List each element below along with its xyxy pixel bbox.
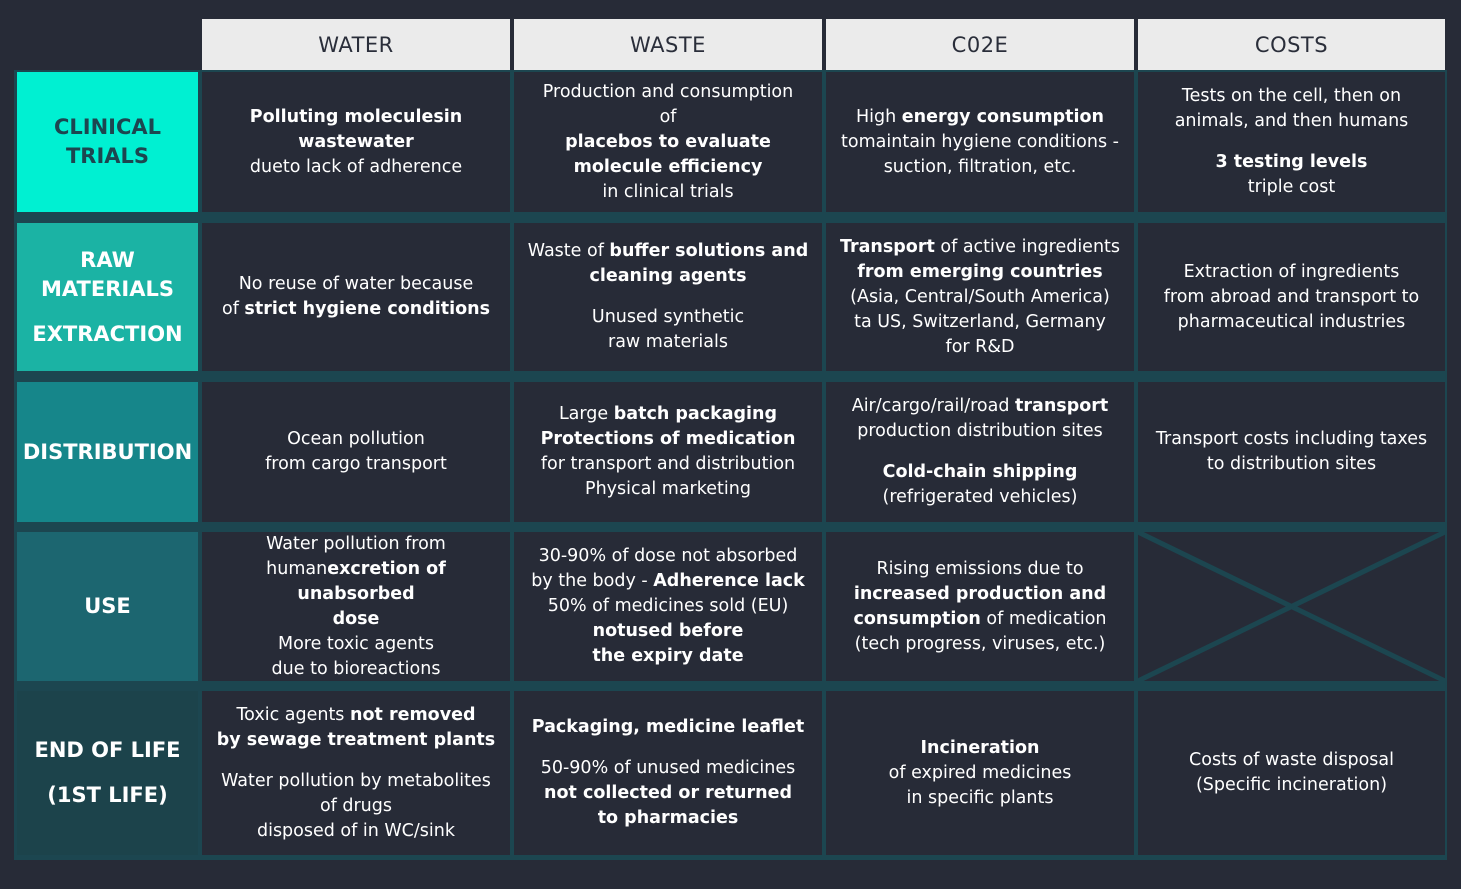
cell-costs [1138, 691, 1445, 855]
cell-water [202, 532, 510, 681]
cell-waste [514, 691, 822, 855]
text: of [221, 299, 245, 319]
bold-text: not collected or returned [544, 783, 792, 803]
bold-text: increased production and [853, 583, 1107, 604]
row-label-line: CLINICAL [53, 115, 162, 139]
row-label [17, 691, 198, 855]
text: due to bioreactions [271, 658, 441, 679]
cell-paragraph [840, 235, 1120, 360]
bold-text: consumption [853, 608, 981, 629]
text: from cargo transport [265, 454, 447, 474]
column-header-costs: COSTS [1138, 19, 1445, 70]
text: pharmaceutical industries [1177, 311, 1406, 332]
cell-co2e [826, 532, 1134, 681]
text: More toxic agents [277, 633, 435, 654]
text: raw materials [608, 332, 728, 352]
text: Waste of [527, 241, 610, 261]
bold-text: Adherence lack [653, 571, 805, 591]
text: due [249, 156, 283, 177]
text: Production and consumption [542, 81, 794, 102]
row-label [17, 382, 198, 522]
text: Transport costs including taxes [1155, 429, 1428, 449]
text: Unused synthetic [591, 307, 745, 327]
bold-text: molecule efficiency [573, 156, 763, 177]
text: of [659, 106, 677, 127]
text: of drugs [319, 795, 393, 816]
cell-paragraph [206, 105, 506, 180]
bold-text: excretion of unabsorbed [297, 558, 446, 604]
bold-text: by sewage treatment plants [216, 729, 496, 750]
text: High [855, 106, 902, 127]
cell-paragraph [889, 736, 1072, 811]
text: (Asia, Central/South America) [850, 286, 1110, 307]
text: for R&D [945, 336, 1015, 357]
bold-text: not removed [350, 704, 476, 725]
text: triple cost [1247, 177, 1336, 197]
cell-paragraph [531, 544, 805, 669]
cell-paragraph [265, 427, 447, 477]
cell-water [202, 72, 510, 212]
cell-water [202, 382, 510, 522]
empty-cell-crossed [1138, 532, 1445, 681]
text: No reuse of water because [238, 274, 474, 294]
text: Rising emissions due to [876, 558, 1084, 579]
row-label-line: DISTRIBUTION [22, 439, 193, 464]
bold-text: dose [332, 608, 380, 629]
cell-co2e [826, 691, 1134, 855]
cell-waste [514, 532, 822, 681]
text: to distribution sites [1206, 454, 1377, 474]
text: (refrigerated vehicles) [882, 487, 1078, 507]
row-label-line: (1ST LIFE) [47, 783, 168, 807]
bold-text: batch packaging [613, 404, 778, 424]
bold-text: from emerging countries [857, 261, 1103, 282]
cell-paragraph [222, 272, 490, 322]
text: ta US, Switzerland, Germany [854, 311, 1106, 332]
text: suction, filtration, etc. [883, 156, 1077, 177]
cell-paragraph [1189, 748, 1394, 798]
text: Air/cargo/rail/road [851, 396, 1016, 416]
row-label-line: USE [84, 594, 131, 618]
cell-paragraph [221, 769, 491, 844]
bold-text: in wastewater [298, 106, 463, 152]
row-label-line: MATERIALS [41, 276, 174, 301]
cell-water [202, 223, 510, 371]
bold-text: Transport [839, 236, 935, 257]
bold-text: Cold-chain shipping [882, 462, 1078, 482]
text: in clinical trials [602, 181, 734, 202]
row-label-line: END OF LIFE [34, 738, 181, 762]
bold-text: not [592, 621, 626, 641]
cell-co2e [826, 72, 1134, 212]
cell-paragraph [883, 460, 1078, 510]
text: of medication [980, 608, 1107, 629]
column-header-co2e: C02E [826, 19, 1134, 70]
text: Large [558, 404, 614, 424]
cell-costs [1138, 72, 1445, 212]
text: Water pollution from human [266, 533, 446, 579]
bold-text: Protections of medication [540, 429, 796, 449]
row-label-line: RAW [80, 247, 135, 272]
cell-waste [514, 72, 822, 212]
cell-co2e [826, 223, 1134, 371]
text: production distribution sites [857, 421, 1103, 441]
text: 30-90% of dose not absorbed [538, 546, 798, 566]
cross-mark [1138, 532, 1445, 681]
cell-paragraph [854, 557, 1107, 657]
bold-text: transport [1015, 396, 1109, 416]
cell-paragraph [541, 402, 796, 502]
cell-paragraph [528, 239, 808, 289]
cell-waste [514, 382, 822, 522]
cell-paragraph [543, 80, 793, 205]
cell-paragraph [1216, 150, 1368, 200]
text: of expired medicines [888, 762, 1072, 783]
row-label [17, 72, 198, 212]
column-header-waste: WASTE [514, 19, 822, 70]
bold-text: 3 testing levels [1215, 152, 1368, 172]
text: by the body - [531, 571, 654, 591]
cell-paragraph [206, 532, 506, 682]
bold-text: placebos to evaluate [565, 131, 771, 152]
cell-co2e [826, 382, 1134, 522]
cell-paragraph [217, 703, 495, 753]
cell-paragraph [532, 715, 805, 740]
text: of active ingredients [934, 236, 1121, 257]
cell-paragraph [1164, 260, 1420, 335]
text: Extraction of ingredients [1183, 261, 1400, 282]
bold-text: used before [625, 621, 744, 641]
bold-text: cleaning agents [589, 266, 747, 286]
text: (Specific incineration) [1195, 775, 1388, 795]
bold-text: energy consumption [901, 106, 1104, 127]
bold-text: Packaging, medicine leaflet [531, 717, 805, 737]
bold-text: to pharmacies [597, 808, 739, 828]
text: to [841, 131, 859, 152]
bold-text: strict hygiene conditions [244, 299, 490, 319]
row-label [17, 223, 198, 371]
row-label-line: EXTRACTION [32, 321, 183, 346]
bold-text: buffer solutions and [609, 241, 809, 261]
cell-paragraph [541, 756, 796, 831]
text: Costs of waste disposal [1189, 750, 1394, 770]
cell-costs [1138, 382, 1445, 522]
text: animals, and then humans [1174, 111, 1409, 131]
column-header-water: WATER [202, 19, 510, 70]
cell-paragraph [852, 394, 1109, 444]
text: in specific plants [906, 787, 1054, 808]
text: for transport and distribution [540, 454, 796, 474]
text: Physical marketing [585, 479, 751, 499]
text: Ocean pollution [287, 429, 425, 449]
cell-waste [514, 223, 822, 371]
text: disposed of in WC/sink [256, 820, 455, 841]
text: 50-90% of unused medicines [540, 758, 796, 778]
text: Toxic agents [236, 704, 350, 725]
cell-paragraph [592, 305, 744, 355]
text: Tests on the cell, then on [1181, 86, 1402, 106]
bold-text: Incineration [920, 737, 1040, 758]
text: from abroad and transport to [1163, 286, 1420, 307]
cell-paragraph [1175, 84, 1409, 134]
text: 50% of medicines sold (EU) [547, 596, 789, 616]
text: Water pollution by metabolites [221, 770, 491, 791]
cell-costs [1138, 223, 1445, 371]
text: to lack of adherence [282, 156, 463, 177]
row-label [17, 532, 198, 681]
bold-text: Polluting molecules [249, 106, 444, 127]
bold-text: the expiry date [592, 646, 744, 666]
text: (tech progress, viruses, etc.) [854, 633, 1106, 654]
cell-paragraph [841, 105, 1119, 180]
row-label-line: TRIALS [65, 144, 150, 168]
cell-water [202, 691, 510, 855]
text: maintain hygiene conditions - [858, 131, 1119, 152]
cell-paragraph [1156, 427, 1427, 477]
